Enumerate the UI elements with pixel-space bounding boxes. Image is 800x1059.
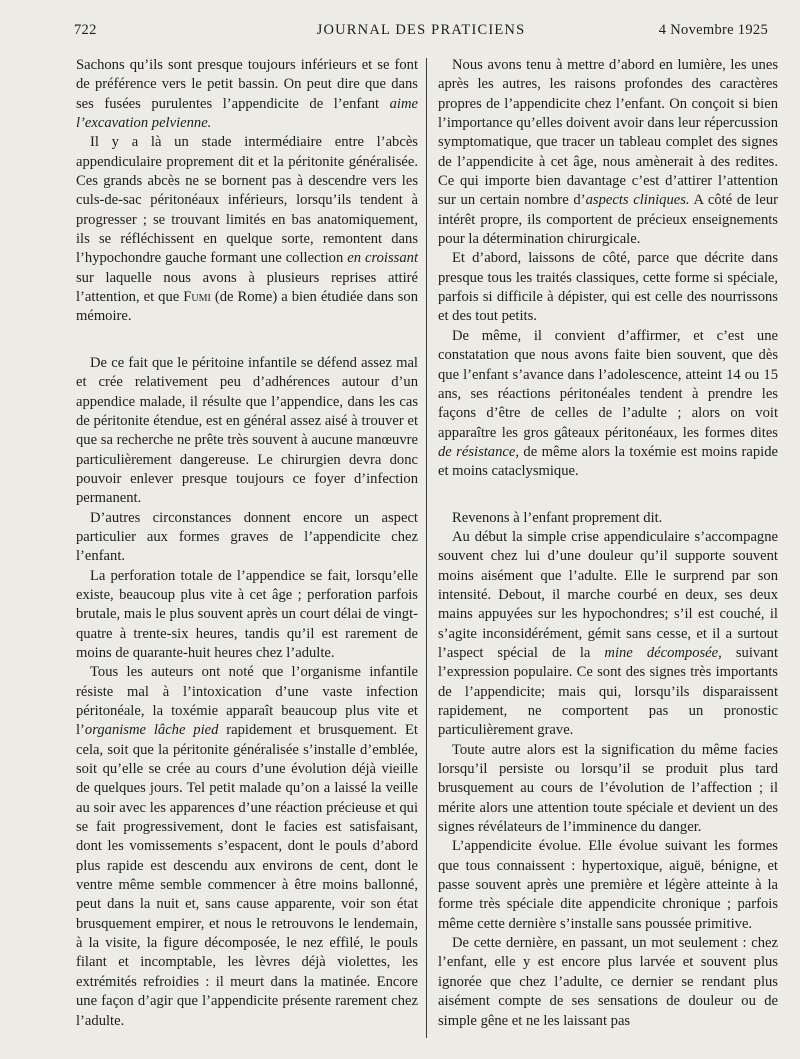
paragraph: De ce fait que le péritoine infantile se défend assez mal et crée relativement peu d’adhérences autour d’un appendice malade, il résulte que l’appendice, dans les cas de péritonite étendue, est en général assez aisé à trouver et que sa recherche ne prête très souvent à aucune manœuvre particulièrement dangereuse. Le chirurgien devra donc pouvoir enlever presque toujours ce foyer d’infection permanent. [76, 354, 418, 507]
paragraph [76, 56, 418, 133]
journal-title: JOURNAL DES PRATICIENS [316, 22, 526, 38]
paragraph [438, 327, 778, 482]
right-column [438, 56, 778, 1031]
column-divider [426, 58, 427, 1038]
text-run: De même, il convient d’affirmer, et c’est une constatation que nous avons faite bien souvent, que dès que l’enfant s’avance dans l’adolescence, atteint 14 ou 15 ans, ses réactions péritonéales tendent à prendre les façons d’être de celles de l’adulte ; alors on voit apparaître les gros gâteaux péritonéaux, les formes dites [438, 327, 778, 441]
author-name: Fumi [183, 289, 211, 306]
page-number: 722 [74, 22, 97, 38]
paragraph: De cette dernière, en passant, un mot seulement : chez l’enfant, elle y est encore plus larvée et souvent plus ignorée que chez l’adulte, ce dernier se rendant plus aisément compte de ses sensations de douleur ou de simple gêne et ne les laissant pas [438, 935, 778, 1029]
left-column [76, 56, 418, 1031]
paragraph: Et d’abord, laissons de côté, parce que décrite dans presque tous les traités classiques, cette forme si spéciale, parfois si difficile à dépister, qui est celle des nourrissons et des tout petits. [438, 250, 778, 325]
issue-date: 4 Novembre 1925 [658, 22, 768, 38]
page-header [74, 22, 768, 44]
italic-run: organisme lâche pied [84, 722, 219, 739]
paragraph [76, 133, 418, 326]
paragraph: La perforation totale de l’appendice se fait, lorsqu’elle existe, beaucoup plus vite à cet âge ; perforation parfois brutale, mais le plus souvent après un court délai de vingt-quatre à trente-six heures, tandis qu’il est rarement de moins de quarante-huit heures chez l’adulte. [76, 567, 418, 661]
paragraph: Revenons à l’enfant proprement dit. [452, 509, 663, 526]
text-run: Sachons qu’ils sont presque toujours inférieurs et se font de préférence vers le petit bassin. On peut dire que dans ses fusées purulentes l’appendicite de l’enfant [76, 57, 418, 112]
text-run: rapidement et brusquement. Et cela, soit que la péritonite généralisée s’installe d’emblée, soit qu’elle se crée au cours d’une évolution déjà vieille de quelques jours. Tel petit malade qu’on a laissé la veille au soir avec les apparences d’une réaction précieuse et qui se fait progressivement, dont le facies est satisfaisant, dont les vomissements s’espacent, dont le pouls d’abord plus rapide est descendu aux environs de cent, dont le ventre même semble commencer à être moins ballonné, peut dans la nuit et, sans cause apparente, voir son état brusquement empirer, et nous le retrouvons le lendemain, à la visite, la figure décomposée, le nez effilé, le pouls filant et incomptable, les lèvres déjà violettes, les extrémités refroidies : il meurt dans la matinée. Encore une façon d’agir que l’appendicite présente rarement chez l’adulte. [76, 722, 418, 1029]
paragraph [438, 56, 778, 249]
text-run: Il y a là un stade intermédiaire entre l’abcès appendiculaire proprement dit et la péritonite généralisée. Ces grands abcès ne se bornent pas à descendre vers les culs-de-sac péritonéaux inférieurs, lorsqu’ils tendent à progresser ; se trouvant limités en bas anatomiquement, ils se réfléchissent en quelque sorte, remontent dans l’hypochondre gauche formant une collection [76, 134, 418, 267]
italic-run: aime l’excavation pelvienne. [76, 95, 418, 132]
text-run: Au début la simple crise appendiculaire s’accompagne souvent chez lui d’une douleur qu’il supporte souvent moins aisément que l’adulte. Elle le surprend par son intensité. Debout, il marche courbé en deux, ses deux mains appuyées sur les hypochondres; s’il est couché, il s’agite inconsidérément, gémit sans cesse, et il a surtout l’aspect spécial de la [438, 528, 778, 661]
text-run: A côté de leur intérêt propre, ils comportent de précieux enseignements pour la détermination chirurgicale. [438, 192, 778, 248]
italic-run: de résistance, [438, 443, 520, 460]
italic-run: mine décomposée, [604, 644, 722, 661]
italic-run: aspects cliniques. [585, 192, 690, 209]
paragraph: L’appendicite évolue. Elle évolue suivant les formes que tous connaissent : hypertoxique, aiguë, bénigne, et passe souvent après une première et légère atteinte à la forme très spéciale dite appendicite chronique ; parfois même cette dernière s’installe sans poussée primitive. [438, 838, 778, 932]
paragraph [438, 528, 778, 741]
paragraph: Toute autre alors est la signification du même facies lorsqu’il persiste ou lorsqu’il se produit plus tard brusquement au cours de l’évolution de l’affection ; il mérite alors une attention toute spéciale et devient un des signes révélateurs de l’imminence du danger. [438, 741, 778, 836]
text-run: (de Rome) a bien étudiée dans son mémoire. [76, 289, 418, 325]
text-run: Tous les auteurs ont noté que l’organisme infantile résiste mal à l’intoxication d’une vaste infection péritonéale, la toxémie apparaît beaucoup plus vite et l’ [76, 664, 418, 739]
text-run: Nous avons tenu à mettre d’abord en lumière, les unes après les autres, les raisons profondes des caractères propres de l’appendicite chez l’enfant. On conçoit si bien l’importance qu’elles doivent avoir dans leur répercussion symptomatique, que tracer un tableau complet des signes de l’appendicite à cet âge, nous amènerait à des redites. Ce qui importe bien davantage c’est d’attirer l’attention sur un certain nombre d’ [438, 57, 778, 209]
italic-run: en croissant [347, 250, 418, 267]
text-run: suivant l’expression populaire. Ce sont des signes très importants de l’appendicite; mais qui, lorsqu’ils disparaissent rapidement, ne comportent pas un pronostic particulièrement grave. [438, 644, 779, 739]
text-run: de même alors la toxémie est moins rapide et moins cataclysmique. [438, 443, 778, 480]
text-run: sur laquelle nous avons à plusieurs reprises attiré l’attention, et que [76, 269, 418, 306]
paragraph: D’autres circonstances donnent encore un aspect particulier aux formes graves de l’appendicite chez l’enfant. [76, 509, 418, 565]
paragraph [76, 663, 418, 1031]
